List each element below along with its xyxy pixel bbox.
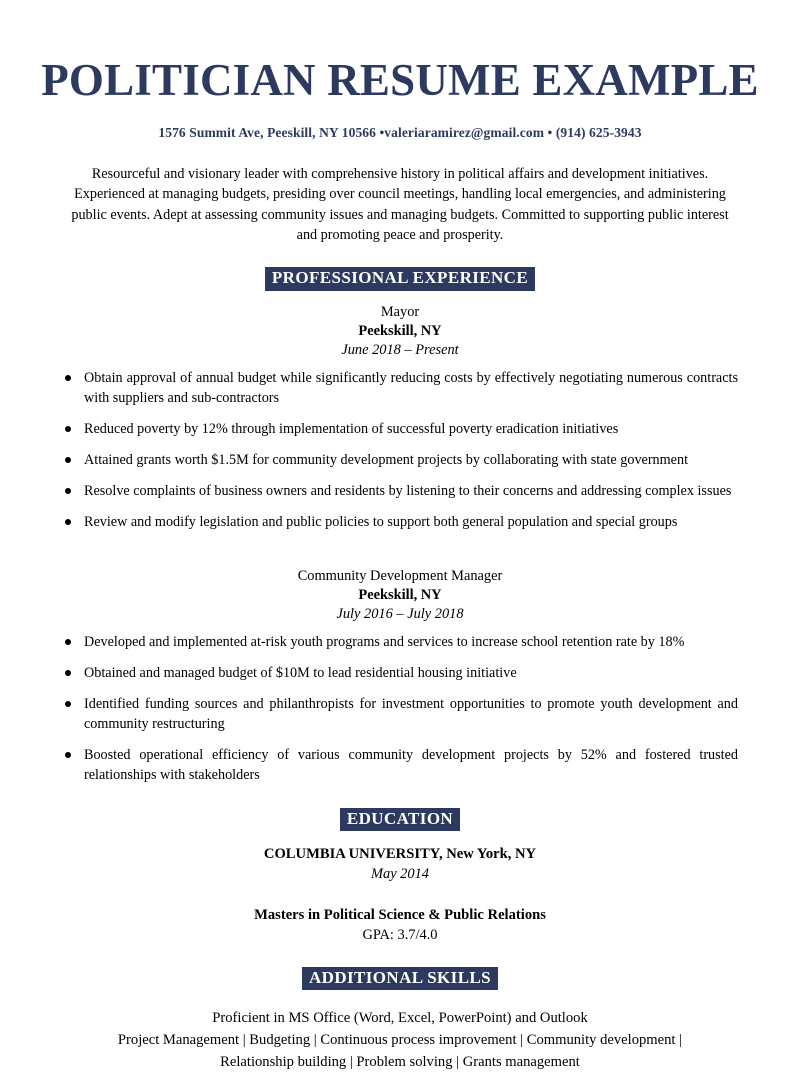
- experience-entry-community-development-manager: [34, 567, 766, 786]
- experience-entry-mayor: [34, 303, 766, 533]
- experience-entry-header: [34, 567, 766, 624]
- skills-list: [34, 1008, 766, 1074]
- contact-line: 1576 Summit Ave, Peeskill, NY 10566 •valeriaramirez@gmail.com • (914) 625-3943: [158, 125, 642, 140]
- list-item: Identified funding sources and philanthropists for investment opportunities to promote youth development and community restructuring: [34, 694, 766, 734]
- list-item: Reduced poverty by 12% through implementation of successful poverty eradication initiatives: [34, 419, 766, 439]
- entry-spacer: [34, 533, 766, 555]
- education-entry: [34, 845, 766, 945]
- skills-line: Project Management | Budgeting | Continuous process improvement | Community development |: [117, 1032, 683, 1049]
- job-dates: June 2018 – Present: [341, 341, 459, 358]
- skills-line: Proficient in MS Office (Word, Excel, PowerPoint) and Outlook: [212, 1010, 588, 1027]
- job-title: Community Development Manager: [297, 567, 503, 584]
- job-bullet-list: [34, 632, 766, 786]
- education-gpa: GPA: 3.7/4.0: [362, 926, 438, 943]
- skills-line: Relationship building | Problem solving | Grants management: [220, 1054, 580, 1071]
- list-item: Review and modify legislation and public policies to support both general population and special groups: [34, 512, 766, 532]
- list-item: Resolve complaints of business owners and residents by listening to their concerns and addressing complex issues: [34, 481, 766, 501]
- job-location: Peekskill, NY: [358, 322, 442, 339]
- education-degree: Masters in Political Science & Public Relations: [254, 907, 546, 923]
- section-heading-skills: ADDITIONAL SKILLS: [302, 967, 498, 990]
- job-bullet-list: [34, 368, 766, 533]
- professional-summary: Resourceful and visionary leader with comprehensive history in political affairs and development initiatives. Experienced at managing budgets, presiding over council meetings, handling local emergencies, and administering public events. Adept at assessing community issues and managing budgets. Committed to supporting public interest and promoting peace and prosperity.: [71, 166, 729, 243]
- list-item: Developed and implemented at-risk youth programs and services to increase school retention rate by 18%: [34, 632, 766, 652]
- page-title: POLITICIAN RESUME EXAMPLE: [41, 55, 759, 105]
- section-heading-education: EDUCATION: [340, 808, 460, 831]
- section-heading-experience: PROFESSIONAL EXPERIENCE: [265, 267, 535, 290]
- section-heading-experience-wrap: [34, 267, 766, 290]
- list-item: Boosted operational efficiency of various community development projects by 52% and fostered trusted relationships with stakeholders: [34, 745, 766, 785]
- section-heading-skills-wrap: [34, 967, 766, 990]
- section-heading-education-wrap: [34, 808, 766, 831]
- job-location: Peekskill, NY: [358, 586, 442, 603]
- education-date: May 2014: [371, 865, 429, 882]
- education-school: COLUMBIA UNIVERSITY, New York, NY: [263, 845, 537, 862]
- job-title: Mayor: [380, 303, 420, 320]
- list-item: Attained grants worth $1.5M for community development projects by collaborating with state government: [34, 450, 766, 470]
- list-item: Obtain approval of annual budget while significantly reducing costs by effectively negotiating numerous contracts with suppliers and sub-contractors: [34, 368, 766, 408]
- list-item: Obtained and managed budget of $10M to lead residential housing initiative: [34, 663, 766, 683]
- job-dates: July 2016 – July 2018: [336, 605, 464, 622]
- experience-entry-header: [34, 303, 766, 360]
